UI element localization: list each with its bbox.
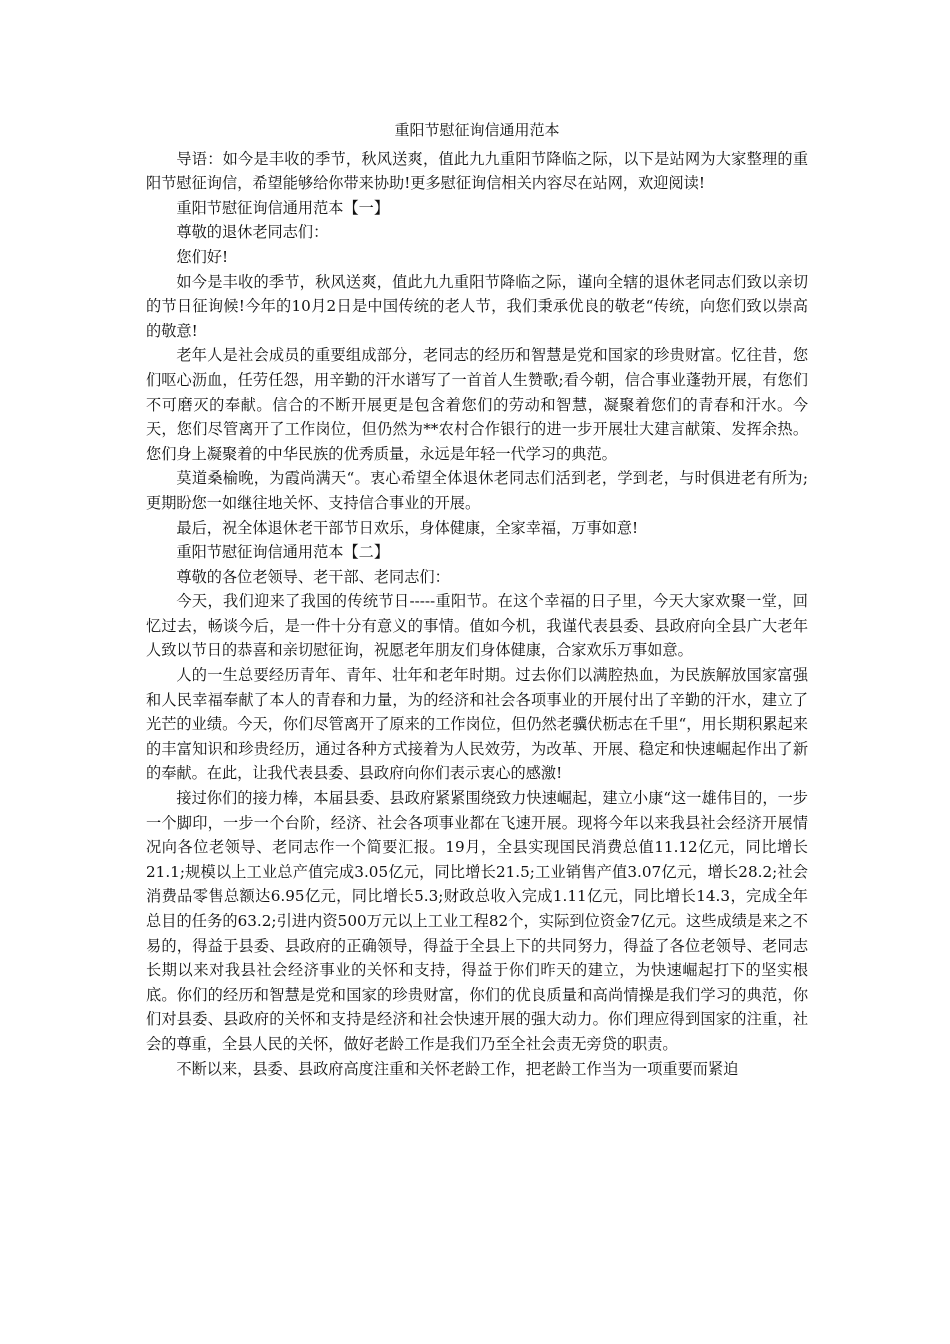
body-paragraph: 不断以来，县委、县政府高度注重和关怀老龄工作，把老龄工作当为一项重要而紧迫 [176, 1059, 739, 1078]
document-page [146, 118, 808, 1081]
salutation-2: 尊敬的各位老领导、老干部、老同志们： [176, 567, 450, 586]
closing-paragraph: 最后，祝全体退休老干部节日欢乐，身体健康，全家幸福，万事如意! [176, 518, 639, 537]
body-paragraph: 如今是丰收的季节，秋风送爽，值此九九重阳节降临之际，谨向全辖的退休老同志们致以亲切的节日征询候!今年的10月2日是中国传统的老人节，我们秉承优良的敬老“传统，向您们致以崇高的敬意! [146, 272, 808, 340]
salutation-1: 尊敬的退休老同志们： [176, 223, 329, 242]
body-paragraph: 莫道桑榆晚，为霞尚满天“。衷心希望全体退休老同志们活到老，学到老，与时俱进老有所为;更期盼您一如继往地关怀、支持信合事业的开展。 [146, 469, 808, 512]
intro-paragraph: 导语：如今是丰收的季节，秋风送爽，值此九九重阳节降临之际，以下是站网为大家整理的重阳节慰征询信，希望能够给你带来协助!更多慰征询信相关内容尽在站网，欢迎阅读! [146, 149, 808, 193]
body-paragraph: 接过你们的接力棒，本届县委、县政府紧紧围绕致力快速崛起，建立小康“这一雄伟目的，一步一个脚印，一步一个台阶，经济、社会各项事业都在飞速开展。现将今年以来我县社会经济开展情况向各位老领导、老同志作一个简要汇报。19月，全县实现国民消费总值11.12亿元，同比增长21.1;规模以上工业总产值完成3.05亿元，同比增长21.5;工业销售产值3.07亿元，增长28.2;社会消费品零售总额达6.95亿元，同比增长5.3;财政总收入完成1.11亿元，同比增长14.3，完成全年总目的任务的63.2;引进内资500万元以上工业工程82个，实际到位资金7亿元。这些成绩是来之不易的，得益于县委、县政府的正确领导，得益于全县上下的共同努力，得益了各位老领导、老同志长期以来对我县社会经济事业的关怀和支持，得益于你们昨天的建立，为快速崛起打下的坚实根底。你们的经历和智慧是党和国家的珍贵财富，你们的优良质量和高尚情操是我们学习的典范，你们对县委、县政府的关怀和支持是经济和社会快速开展的强大动力。你们理应得到国家的注重，社会的尊重，全县人民的关怀，做好老龄工作是我们乃至全社会责无旁贷的职责。 [146, 789, 808, 1053]
body-paragraph: 今天，我们迎来了我国的传统节日-----重阳节。在这个幸福的日子里，今天大家欢聚一堂，回忆过去，畅谈今后，是一件十分有意义的事情。值如今机，我谨代表县委、县政府向全县广大老年人致以节日的恭喜和亲切慰征询，祝愿老年朋友们身体健康，合家欢乐万事如意。 [146, 592, 808, 660]
section-heading-2: 重阳节慰征询信通用范本【二】 [176, 543, 390, 562]
greeting: 您们好! [176, 247, 229, 266]
body-paragraph: 老年人是社会成员的重要组成部分，老同志的经历和智慧是党和国家的珍贵财富。忆往昔，您们呕心沥血，任劳任怨，用辛勤的汗水谱写了一首首人生赞歌;看今朝，信合事业蓬勃开展，有您们不可磨灭的奉献。信合的不断开展更是包含着您们的劳动和智慧，凝聚着您们的青春和汗水。今天，您们尽管离开了工作岗位，但仍然为**农村合作银行的进一步开展壮大建言献策、发挥余热。您们身上凝聚着的中华民族的优秀质量，永远是年轻一代学习的典范。 [146, 346, 808, 463]
section-heading-1: 重阳节慰征询信通用范本【一】 [176, 198, 390, 217]
body-paragraph: 人的一生总要经历青年、青年、壮年和老年时期。过去你们以满腔热血，为民族解放国家富强和人民幸福奉献了本人的青春和力量，为的经济和社会各项事业的开展付出了辛勤的汗水，建立了光芒的业绩。今天，你们尽管离开了原来的工作岗位，但仍然老骥伏枥志在千里“，用长期积累起来的丰富知识和珍贵经历，通过各种方式接着为人民效劳，为改革、开展、稳定和快速崛起作出了新的奉献。在此，让我代表县委、县政府向你们表示衷心的感激! [146, 666, 808, 783]
document-title: 重阳节慰征询信通用范本 [394, 121, 560, 139]
